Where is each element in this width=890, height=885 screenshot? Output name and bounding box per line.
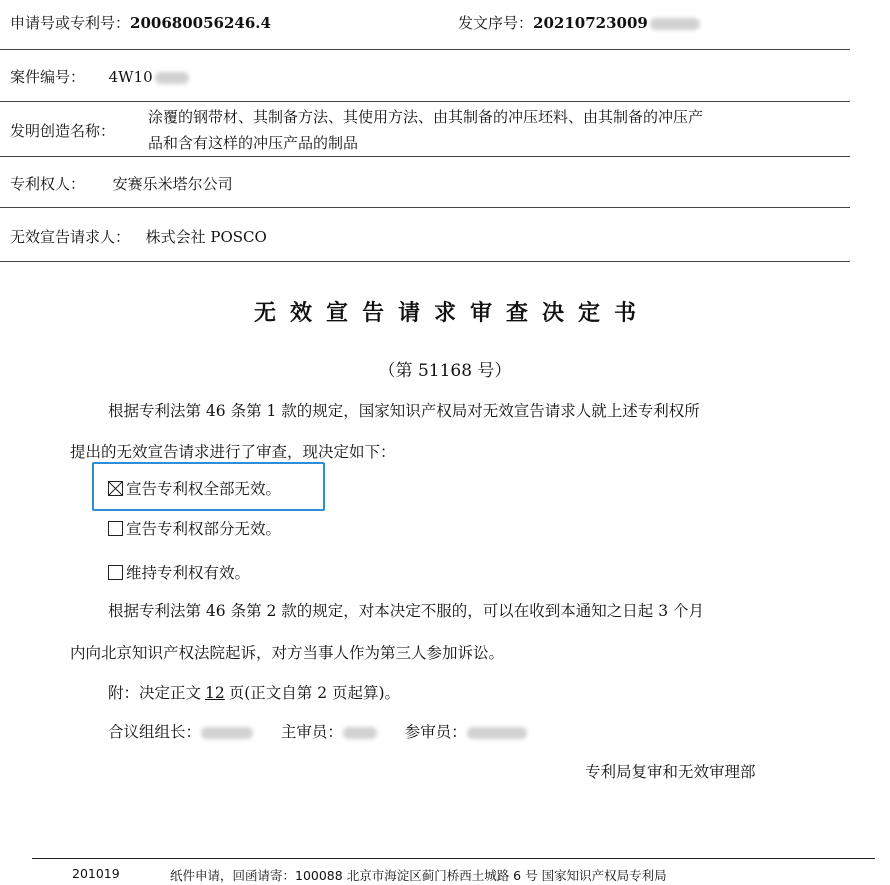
application-number-label: 申请号或专利号： <box>10 14 131 32</box>
option-label: 宣告专利权部分无效。 <box>126 520 282 538</box>
option-invalidate-part[interactable] <box>108 517 281 539</box>
application-number-row <box>10 12 271 33</box>
requester-label: 无效宣告请求人： <box>10 228 131 246</box>
patentee-value: 安赛乐米塔尔公司 <box>112 175 233 193</box>
requester-row <box>10 226 267 247</box>
option-label: 宣告专利权全部无效。 <box>126 480 282 498</box>
redacted-case-suffix <box>155 72 189 84</box>
invention-name-label: 发明创造名称： <box>10 122 116 140</box>
attachment-suffix: 页(正文自第 2 页起算)。 <box>228 684 401 702</box>
divider <box>0 49 850 50</box>
redacted-member-name <box>467 727 527 739</box>
dispatch-number-label: 发文序号： <box>458 14 534 32</box>
requester-value: 株式会社 POSCO <box>145 228 267 246</box>
footer-code: 201019 <box>72 866 120 881</box>
divider <box>0 207 850 208</box>
paragraph-1-line-1: 根据专利法第 46 条第 1 款的规定，国家知识产权局对无效宣告请求人就上述专利权所 <box>108 402 700 420</box>
option-label: 维持专利权有效。 <box>126 564 251 582</box>
case-number-row <box>10 66 189 87</box>
panel-line <box>108 720 527 742</box>
attachment-line <box>108 681 400 703</box>
decision-number: （第 51168 号） <box>378 361 512 381</box>
divider <box>0 101 850 102</box>
invention-name-line2: 品和含有这样的冲压产品的制品 <box>148 134 359 152</box>
footer-divider <box>32 858 875 859</box>
case-number-label: 案件编号： <box>10 68 86 86</box>
redacted-chief-name <box>343 727 377 739</box>
panel-chief-label: 主审员： <box>280 723 343 741</box>
checked-checkbox-icon[interactable] <box>108 481 123 496</box>
dispatch-number-value: 20210723009 <box>533 14 648 32</box>
paragraph-1-line-2: 提出的无效宣告请求进行了审查，现决定如下： <box>70 443 396 461</box>
patentee-label: 专利权人： <box>10 175 86 193</box>
redacted-dispatch-suffix <box>650 18 700 30</box>
attachment-pages: 12 <box>205 684 225 702</box>
document-title: 无效宣告请求审查决定书 <box>253 300 650 326</box>
paragraph-2-line-1: 根据专利法第 46 条第 2 款的规定，对本决定不服的，可以在收到本通知之日起 3 个月 <box>108 602 705 620</box>
dispatch-number-row <box>458 12 700 33</box>
empty-checkbox-icon[interactable] <box>108 521 123 536</box>
redacted-leader-name <box>201 727 253 739</box>
issuing-department: 专利局复审和无效审理部 <box>585 763 756 781</box>
divider <box>0 156 850 157</box>
empty-checkbox-icon[interactable] <box>108 565 123 580</box>
attachment-prefix: 附：决定正文 <box>108 684 202 702</box>
panel-member-label: 参审员： <box>404 723 467 741</box>
panel-leader-label: 合议组组长： <box>108 723 202 741</box>
patentee-row <box>10 173 233 194</box>
invention-name-line1: 涂覆的钢带材、其制备方法、其使用方法、由其制备的冲压坯料、由其制备的冲压产 <box>148 108 704 126</box>
paragraph-2-line-2: 内向北京知识产权法院起诉，对方当事人作为第三人参加诉讼。 <box>70 644 505 662</box>
footer-address: 纸件申请，回函请寄：100088 北京市海淀区蓟门桥西土城路 6 号 国家知识产权局专利局 <box>170 868 667 883</box>
divider <box>0 261 850 262</box>
case-number-value: 4W10 <box>108 68 153 86</box>
option-invalidate-all[interactable] <box>108 477 281 499</box>
option-maintain-valid[interactable] <box>108 561 250 583</box>
application-number-value: 200680056246.4 <box>130 14 271 32</box>
